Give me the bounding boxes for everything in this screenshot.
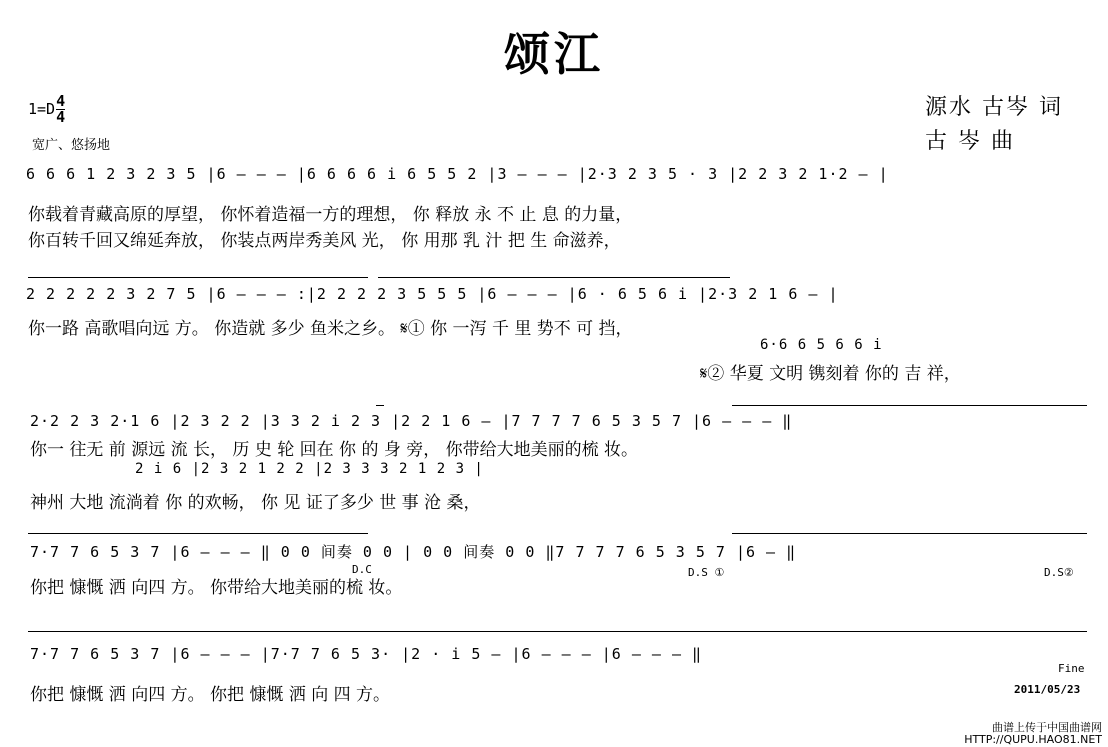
song-title: 颂江: [504, 27, 604, 81]
notation-row-5: 7·7 7 6 5 3 7 |6 — — — |7·7 7 6 5 3· |2 · i 5 — |6 — — — |6 — — — ‖: [30, 645, 703, 663]
lyric-row-5: 你把 慷慨 洒 向四 方。 你把 慷慨 洒 向 四 方。: [30, 685, 391, 705]
volta-bracket-7: [28, 631, 1087, 632]
time-top: 4: [56, 92, 66, 110]
lyricist-credit: 源水 古岑 词: [925, 95, 1063, 120]
notation-row-3-alt: 2 i 6 |2 3 2 1 2 2 |2 3 3 3 2 1 2 3 |: [135, 461, 484, 477]
tempo-marking: 宽广、悠扬地: [32, 138, 111, 153]
notation-row-4: 7·7 7 6 5 3 7 |6 — — — ‖ 0 0 间奏 0 0 | 0 0 间奏 0 0 ‖7 7 7 7 6 5 3 5 7 |6 — ‖: [30, 543, 797, 561]
ds1-mark: D.S ①: [688, 566, 725, 579]
time-signature: [56, 94, 65, 125]
lyric-row-3-verse-2: 神州 大地 流淌着 你 的欢畅， 你 见 证了多少 世 事 沧 桑，: [30, 493, 481, 513]
time-bottom: 4: [56, 108, 66, 126]
notation-row-3: 2·2 2 3 2·1 6 |2 3 2 2 |3 3 2 i 2 3 |2 2 1 6 — |7 7 7 7 6 5 3 5 7 |6 — — — ‖: [30, 412, 793, 430]
volta-bracket-3: [376, 405, 384, 406]
notation-row-2: 2 2 2 2 2 3 2 7 5 |6 — — — :|2 2 2 2 3 5 5 5 |6 — — — |6 · 6 5 6 i |2·3 2 1 6 — |: [26, 285, 839, 303]
volta-bracket-1: [28, 277, 368, 278]
lyric-row-3-verse-1: 你一 往无 前 源远 流 长， 历 史 轮 回在 你 的 身 旁， 你带给大地美丽的梳 妆。: [30, 440, 639, 460]
lyric-row-1-verse-1: 你载着青藏高原的厚望， 你怀着造福一方的理想， 你 释放 永 不 止 息 的力量，: [28, 205, 633, 225]
volta-bracket-4: [732, 405, 1087, 406]
date-stamp: 2011/05/23: [1014, 683, 1081, 696]
notation-row-1: 6 6 6 1 2 3 2 3 5 |6 — — — |6 6 6 6 i 6 5 5 2 |3 — — — |2·3 2 3 5 · 3 |2 2 3 2 1·2 — |: [26, 165, 889, 183]
watermark-line-2: HTTP://QUPU.HAO81.NET: [964, 733, 1102, 746]
watermark-line-1: 曲谱上传于中国曲谱网: [992, 721, 1102, 734]
volta-bracket-5: [28, 533, 368, 534]
composer-credit: 古 岑 曲: [925, 129, 1015, 154]
dc-mark: D.C: [352, 563, 372, 576]
ds2-mark: D.S②: [1044, 566, 1074, 579]
watermark-footer: [964, 722, 1102, 746]
key-label: 1=D: [28, 100, 56, 118]
lyric-row-2-verse-1: 你一路 高歌唱向远 方。 你造就 多少 鱼米之乡。 𝄋① 你 一泻 千 里 势不 可 挡，: [28, 319, 633, 339]
volta-bracket-2: [378, 277, 730, 278]
lyric-row-1-verse-2: 你百转千回又绵延奔放， 你装点两岸秀美风 光， 你 用那 乳 汁 把 生 命滋养，: [28, 231, 621, 251]
lyric-row-4: 你把 慷慨 洒 向四 方。 你带给大地美丽的梳 妆。: [30, 578, 403, 598]
volta-bracket-6: [732, 533, 1087, 534]
fine-mark: Fine: [1058, 662, 1085, 675]
notation-row-2-alt: 6·6 6 5 6 6 i: [760, 337, 883, 353]
key-signature: [28, 94, 65, 125]
lyric-row-2-verse-2: 𝄋② 华夏 文明 镌刻着 你的 吉 祥，: [700, 364, 961, 384]
